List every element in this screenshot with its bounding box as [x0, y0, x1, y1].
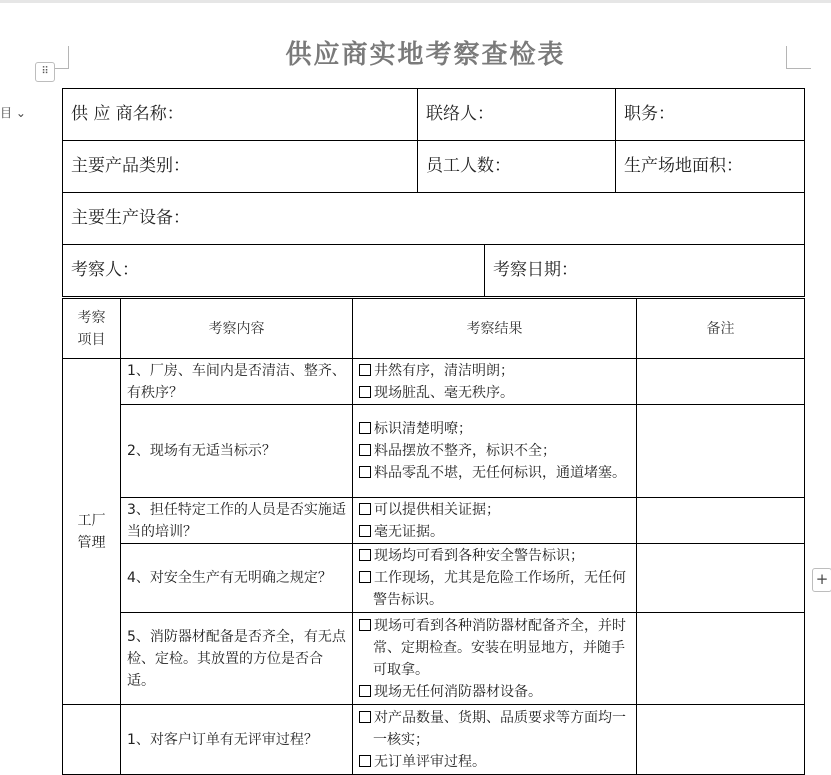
table-row — [63, 405, 805, 498]
option-item[interactable] — [359, 462, 632, 484]
position-field[interactable]: 职务： — [616, 89, 805, 140]
checkbox-icon[interactable] — [359, 711, 371, 723]
option-item[interactable] — [359, 521, 632, 543]
option-item[interactable] — [359, 440, 632, 462]
employees-field[interactable]: 员工人数： — [418, 141, 616, 192]
header-item-line: 考察 — [77, 309, 106, 326]
remark-cell[interactable] — [637, 405, 805, 498]
option-label: 标识清楚明嘹； — [374, 421, 472, 437]
page-title: 供应商实地考察查检表 — [285, 40, 566, 70]
checkbox-icon[interactable] — [359, 619, 371, 631]
inspection-table — [62, 298, 805, 775]
content-cell[interactable]: 1、对客户订单有无评审过程？ — [121, 705, 353, 775]
option-label: 现场均可看到各种安全警告标识； — [374, 548, 584, 564]
category-cell — [63, 705, 121, 775]
remark-cell[interactable] — [637, 498, 805, 544]
category-cell — [63, 359, 121, 705]
info-row — [63, 141, 805, 193]
content-cell[interactable]: 4、对安全生产有无明确之规定？ — [121, 544, 353, 613]
result-cell — [353, 613, 637, 705]
checkbox-icon[interactable] — [359, 525, 371, 537]
option-item[interactable] — [359, 360, 632, 382]
checkbox-icon[interactable] — [359, 444, 371, 456]
option-item[interactable] — [359, 707, 632, 751]
option-label: 可以提供相关证据； — [374, 501, 500, 518]
page-top-edge — [0, 0, 831, 3]
outline-toggle-label: 目 — [0, 106, 13, 120]
header-content: 考察内容 — [121, 299, 353, 359]
info-row — [63, 193, 805, 245]
content-cell[interactable]: 5、消防器材配备是否齐全，有无点检、定检。其放置的方位是否合适。 — [121, 613, 353, 705]
site-area-field[interactable]: 生产场地面积： — [616, 141, 805, 192]
supplier-name-field[interactable]: 供 应 商名称： — [63, 89, 418, 140]
table-move-handle[interactable]: ⠿ — [35, 62, 55, 82]
result-cell — [353, 359, 637, 405]
add-column-button[interactable] — [812, 568, 831, 592]
header-result: 考察结果 — [353, 299, 637, 359]
remark-cell[interactable] — [637, 613, 805, 705]
content-cell[interactable]: 3、担任特定工作的人员是否实施适当的培训？ — [121, 498, 353, 544]
option-label: 现场可看到各种消防器材配备齐全，并时常、定期检查。安装在明显地方，并随手可取拿。 — [373, 617, 626, 678]
category-label: 管理 — [77, 534, 106, 551]
option-label: 料品摆放不整齐，标识不全； — [374, 443, 556, 459]
checkbox-icon[interactable] — [359, 685, 371, 697]
header-remark: 备注 — [637, 299, 805, 359]
option-label: 无订单评审过程。 — [374, 753, 486, 770]
category-label: 工厂 — [77, 512, 106, 529]
result-cell — [353, 498, 637, 544]
table-header-row — [63, 299, 805, 359]
content-cell[interactable]: 2、现场有无适当标示？ — [121, 405, 353, 498]
option-label: 料品零乱不堪，无任何标识，通道堵塞。 — [374, 465, 626, 481]
plus-icon: + — [815, 570, 829, 588]
content-cell[interactable]: 1、厂房、车间内是否清洁、整齐、有秩序？ — [121, 359, 353, 405]
inspect-date-field[interactable]: 考察日期： — [485, 245, 805, 296]
info-form — [62, 88, 805, 297]
option-item[interactable] — [359, 681, 632, 703]
remark-cell[interactable] — [637, 359, 805, 405]
checkbox-icon[interactable] — [359, 571, 371, 583]
option-label: 现场脏乱、毫无秩序。 — [374, 384, 514, 401]
table-row — [63, 498, 805, 544]
checkbox-icon[interactable] — [359, 466, 371, 478]
option-item[interactable] — [359, 545, 632, 567]
result-cell — [353, 705, 637, 775]
option-item[interactable] — [359, 418, 632, 440]
checkbox-icon[interactable] — [359, 386, 371, 398]
table-row — [63, 705, 805, 775]
table-row — [63, 544, 805, 613]
info-row — [63, 245, 805, 297]
contact-field[interactable]: 联络人： — [418, 89, 616, 140]
option-item[interactable] — [359, 615, 632, 681]
checkbox-icon[interactable] — [359, 549, 371, 561]
option-label: 毫无证据。 — [374, 523, 444, 540]
info-row — [63, 89, 805, 141]
header-item — [63, 299, 121, 359]
option-label: 对产品数量、货期、品质要求等方面均一一核实； — [373, 709, 626, 748]
checkbox-icon[interactable] — [359, 755, 371, 767]
checkbox-icon[interactable] — [359, 503, 371, 515]
option-label: 井然有序，清洁明朗； — [374, 362, 514, 379]
remark-cell[interactable] — [637, 705, 805, 775]
outline-toggle[interactable] — [0, 104, 30, 122]
option-label: 工作现场，尤其是危险工作场所，无任何警告标识。 — [373, 570, 626, 608]
equipment-field[interactable]: 主要生产设备： — [63, 193, 805, 244]
option-item[interactable] — [359, 499, 632, 521]
header-item-line: 项目 — [77, 331, 106, 348]
option-item[interactable] — [359, 567, 632, 611]
checkbox-icon[interactable] — [359, 364, 371, 376]
checkbox-icon[interactable] — [359, 422, 371, 434]
result-cell — [353, 544, 637, 613]
remark-cell[interactable] — [637, 544, 805, 613]
option-label: 现场无任何消防器材设备。 — [374, 683, 542, 700]
table-row — [63, 613, 805, 705]
main-products-field[interactable]: 主要产品类别： — [63, 141, 418, 192]
inspector-field[interactable]: 考察人： — [63, 245, 485, 296]
option-item[interactable] — [359, 751, 632, 773]
option-item[interactable] — [359, 382, 632, 404]
result-cell — [353, 405, 637, 498]
table-row — [63, 359, 805, 405]
chevron-down-icon: ⌄ — [12, 106, 26, 120]
